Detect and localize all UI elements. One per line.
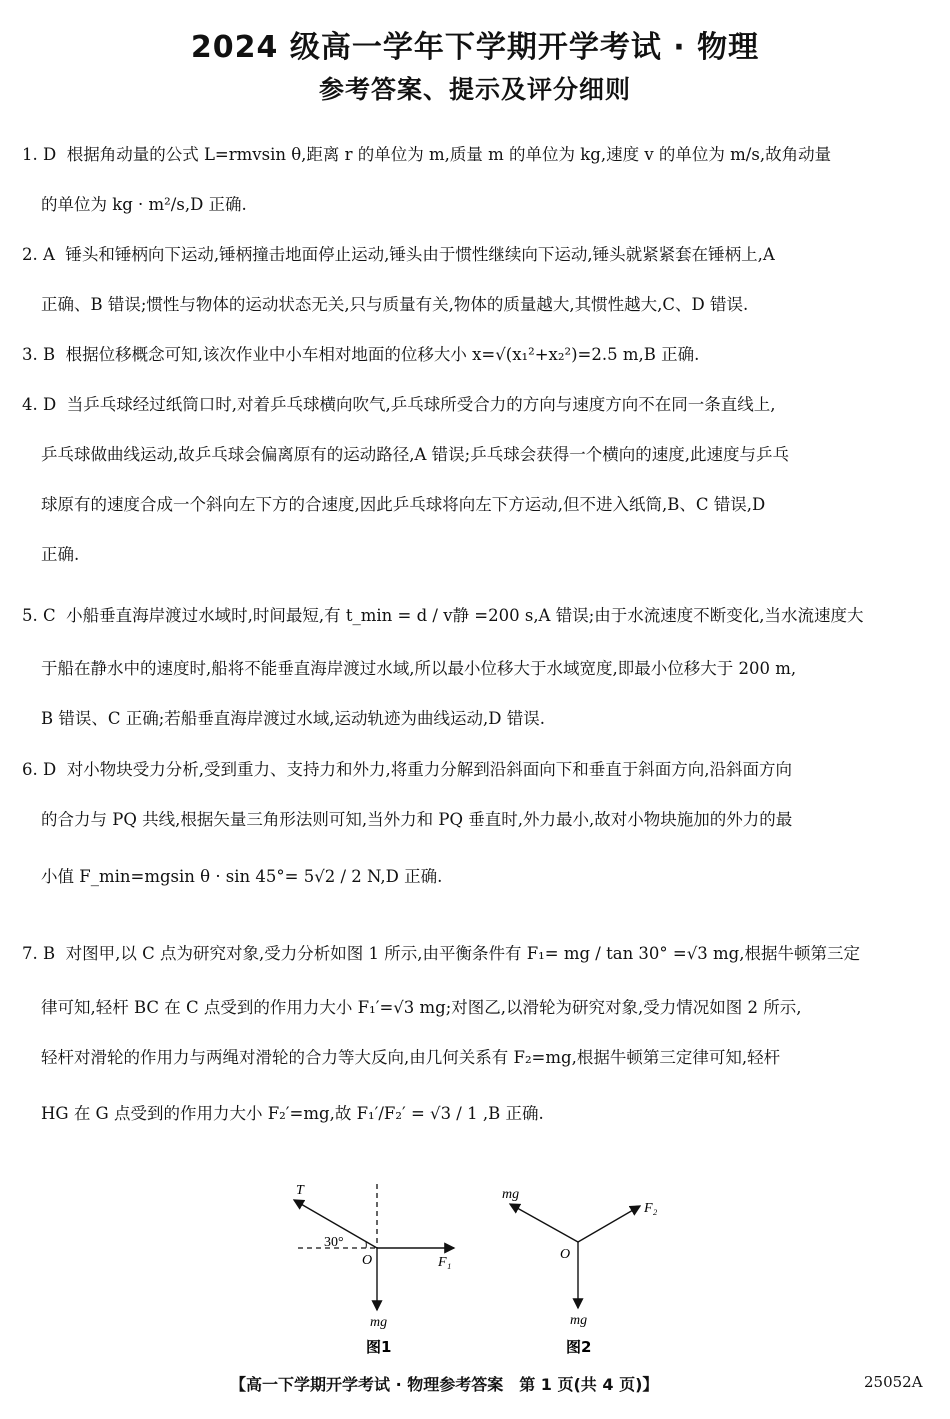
answer-number: 7. B: [22, 944, 56, 963]
label-O2: O: [560, 1247, 571, 1262]
answer-line: 律可知,轻杆 BC 在 C 点受到的作用力大小 F₁′=√3 mg;对图乙,以滑轮为研究对象,受力情况如图 2 所示,: [41, 998, 802, 1017]
page-subtitle: 参考答案、提示及评分细则: [318, 75, 631, 104]
answer-line: 球原有的速度合成一个斜向左下方的合速度,因此乒乓球将向左下方运动,但不进入纸筒,B、C 错误,D: [41, 495, 766, 514]
answer-line: [22, 588, 934, 644]
answer-text: 对小物块受力分析,受到重力、支持力和外力,将重力分解到沿斜面向下和垂直于斜面方向,沿斜面方向: [66, 760, 792, 779]
answer-text: 根据位移概念可知,该次作业中小车相对地面的位移大小 x=√(x₁²+x₂²)=2.5 m,B 正确.: [65, 345, 700, 364]
answer-item-3: [22, 330, 934, 380]
answer-item-5: [22, 588, 934, 744]
page-footer: 【高一下学期开学考试 · 物理参考答案 第 1 页(共 4 页)】: [230, 1375, 659, 1394]
figure-caption: 图1: [366, 1338, 392, 1356]
answer-item-1: [22, 130, 934, 230]
page-title: 2024 级高一学年下学期开学考试 · 物理: [190, 30, 760, 65]
force-diagram-2: [490, 1178, 680, 1363]
answer-line: B 错误、C 正确;若船垂直海岸渡过水域,运动轨迹为曲线运动,D 错误.: [41, 709, 546, 728]
label-angle: 30°: [324, 1235, 344, 1250]
answer-text: 锤头和锤柄向下运动,锤柄撞击地面停止运动,锤头由于惯性继续向下运动,锤头就紧紧套在锤柄上,A: [65, 245, 775, 264]
answer-text: 小船垂直海岸渡过水域时,时间最短,有 t_min = d / v静 =200 s,A 错误;由于水流速度不断变化,当水流速度大: [66, 606, 864, 625]
answer-line: 乒乓球做曲线运动,故乒乓球会偏离原有的运动路径,A 错误;乒乓球会获得一个横向的速度,此速度与乒乓: [41, 445, 789, 464]
answer-line: [22, 230, 934, 280]
answer-line: [22, 330, 934, 380]
document-code: 25052A: [864, 1373, 923, 1391]
f2-arrow: [578, 1206, 640, 1242]
label-mg-top: mg: [502, 1187, 520, 1202]
answer-line: [22, 130, 934, 180]
answer-text: 根据角动量的公式 L=rmvsin θ,距离 r 的单位为 m,质量 m 的单位为 kg,速度 v 的单位为 m/s,故角动量: [66, 145, 832, 164]
answer-line: 于船在静水中的速度时,船将不能垂直海岸渡过水域,所以最小位移大于水域宽度,即最小位移大于 200 m,: [41, 659, 797, 678]
answer-number: 4. D: [22, 395, 57, 414]
answer-number: 3. B: [22, 345, 56, 364]
answer-line: [22, 925, 934, 983]
answer-text: 当乒乓球经过纸筒口时,对着乒乓球横向吹气,乒乓球所受合力的方向与速度方向不在同一条直线上,: [66, 395, 776, 414]
answer-line: 小值 F_min=mgsin θ · sin 45°= 5√2 / 2 N,D 正确.: [41, 867, 443, 886]
answer-line: 正确.: [41, 545, 80, 564]
answer-number: 1. D: [22, 145, 57, 164]
figure-1: [280, 1172, 480, 1362]
label-T: T: [296, 1183, 304, 1198]
label-O: O: [362, 1253, 373, 1268]
answer-line: [22, 380, 934, 430]
label-F1: F₁: [438, 1255, 452, 1270]
answer-line: 轻杆对滑轮的作用力与两绳对滑轮的合力等大反向,由几何关系有 F₂=mg,根据牛顿第三定律可知,轻杆: [41, 1048, 781, 1067]
label-mg-bottom: mg: [570, 1313, 588, 1328]
answer-line: [22, 745, 934, 795]
answer-line: HG 在 G 点受到的作用力大小 F₂′=mg,故 F₁′/F₂′ = √3 / 1 ,B 正确.: [41, 1104, 544, 1123]
answer-line: 正确、B 错误;惯性与物体的运动状态无关,只与质量有关,物体的质量越大,其惯性越大,C、D 错误.: [41, 295, 749, 314]
label-F2: F₂: [644, 1201, 658, 1216]
mg-rope-arrow: [510, 1204, 578, 1242]
figure-caption-2: 图2: [566, 1338, 592, 1356]
answer-number: 5. C: [22, 606, 56, 625]
answer-line: 的合力与 PQ 共线,根据矢量三角形法则可知,当外力和 PQ 垂直时,外力最小,故对小物块施加的外力的最: [41, 810, 793, 829]
force-diagram-1: [280, 1172, 480, 1362]
answer-item-4: [22, 380, 934, 580]
answer-line: 的单位为 kg · m²/s,D 正确.: [41, 195, 247, 214]
figure-2: [490, 1178, 680, 1363]
answer-item-2: [22, 230, 934, 330]
answer-item-7: [22, 925, 934, 1145]
label-mg: mg: [370, 1315, 388, 1330]
answer-number: 6. D: [22, 760, 57, 779]
answer-item-6: [22, 745, 934, 909]
answer-number: 2. A: [22, 245, 55, 264]
answer-text: 对图甲,以 C 点为研究对象,受力分析如图 1 所示,由平衡条件有 F₁= mg / tan 30° =√3 mg,根据牛顿第三定: [65, 944, 860, 963]
